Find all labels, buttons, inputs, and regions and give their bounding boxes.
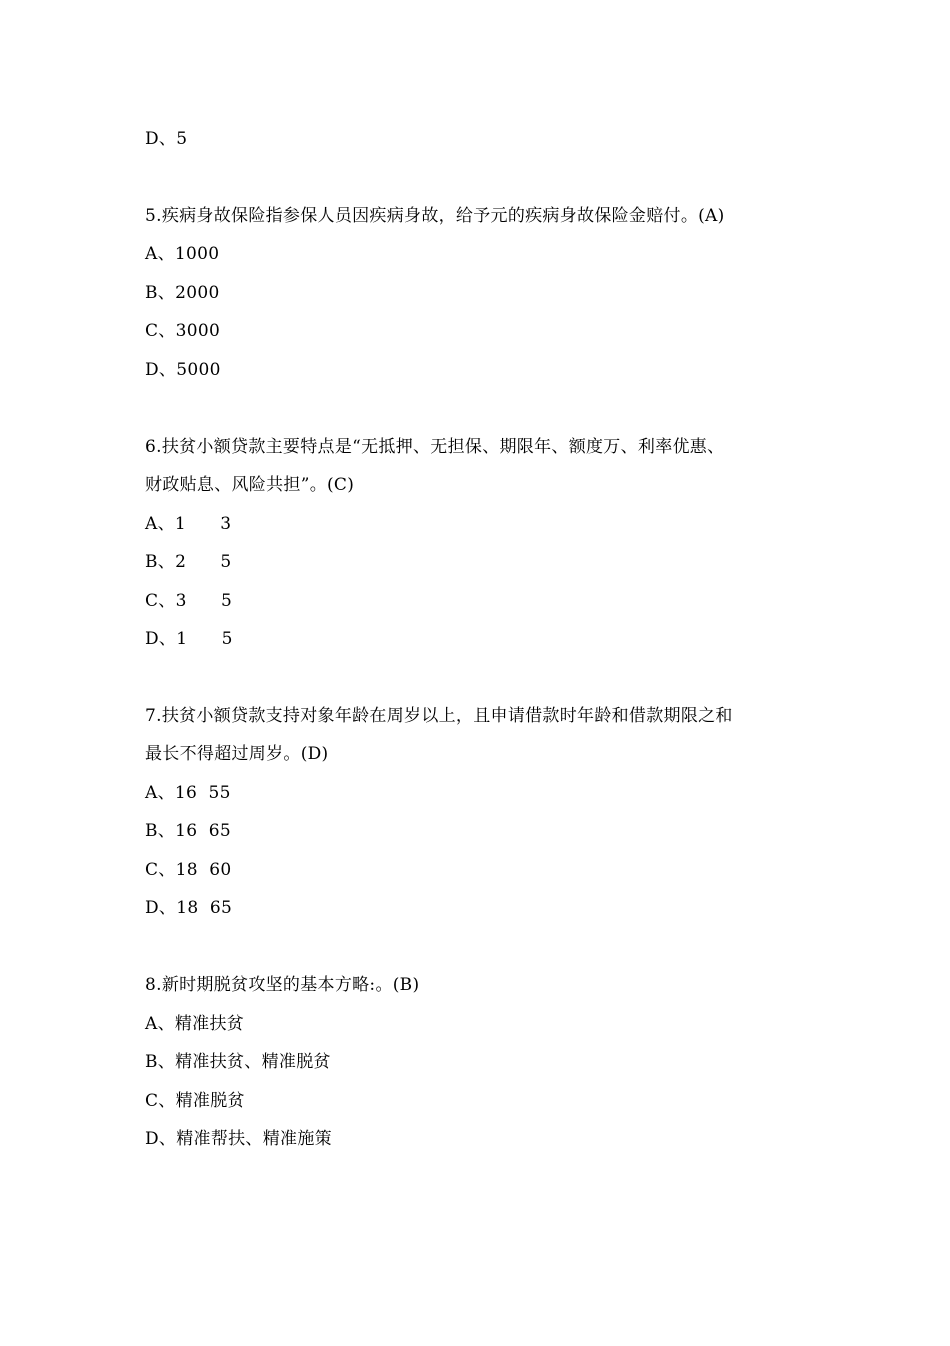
q6-option-c: C、3 5 — [145, 591, 233, 611]
q8-option-a: A、精准扶贫 — [145, 1014, 245, 1034]
q7-option-c: C、18 60 — [145, 860, 232, 880]
q6-option-a: A、1 3 — [145, 514, 232, 534]
q5-question: 5.疾病身故保险指参保人员因疾病身故，给予元的疾病身故保险金赔付。(A) — [145, 206, 725, 226]
q6-question-line2: 财政贴息、风险共担”。(C) — [145, 475, 355, 495]
q8-option-d: D、精准帮扶、精准施策 — [145, 1129, 332, 1149]
q8-option-b: B、精准扶贫、精准脱贫 — [145, 1052, 331, 1072]
q7-question-line2: 最长不得超过周岁。(D) — [145, 744, 329, 764]
q8-question: 8.新时期脱贫攻坚的基本方略:。(B) — [145, 975, 420, 995]
q7-option-b: B、16 65 — [145, 821, 231, 841]
q4-option-d: D、5 — [145, 129, 188, 149]
q7-option-d: D、18 65 — [145, 898, 233, 918]
q5-option-a: A、1000 — [145, 244, 220, 264]
q5-option-b: B、2000 — [145, 283, 220, 303]
q7-question-line1: 7.扶贫小额贷款支持对象年龄在周岁以上，且申请借款时年龄和借款期限之和 — [145, 706, 733, 726]
q6-question-line1: 6.扶贫小额贷款主要特点是“无抵押、无担保、期限年、额度万、利率优惠、 — [145, 437, 725, 457]
q8-option-c: C、精准脱贫 — [145, 1091, 245, 1111]
q5-option-d: D、5000 — [145, 360, 221, 380]
q7-option-a: A、16 55 — [145, 783, 231, 803]
q6-option-b: B、2 5 — [145, 552, 232, 572]
q6-option-d: D、1 5 — [145, 629, 233, 649]
q5-option-c: C、3000 — [145, 321, 221, 341]
